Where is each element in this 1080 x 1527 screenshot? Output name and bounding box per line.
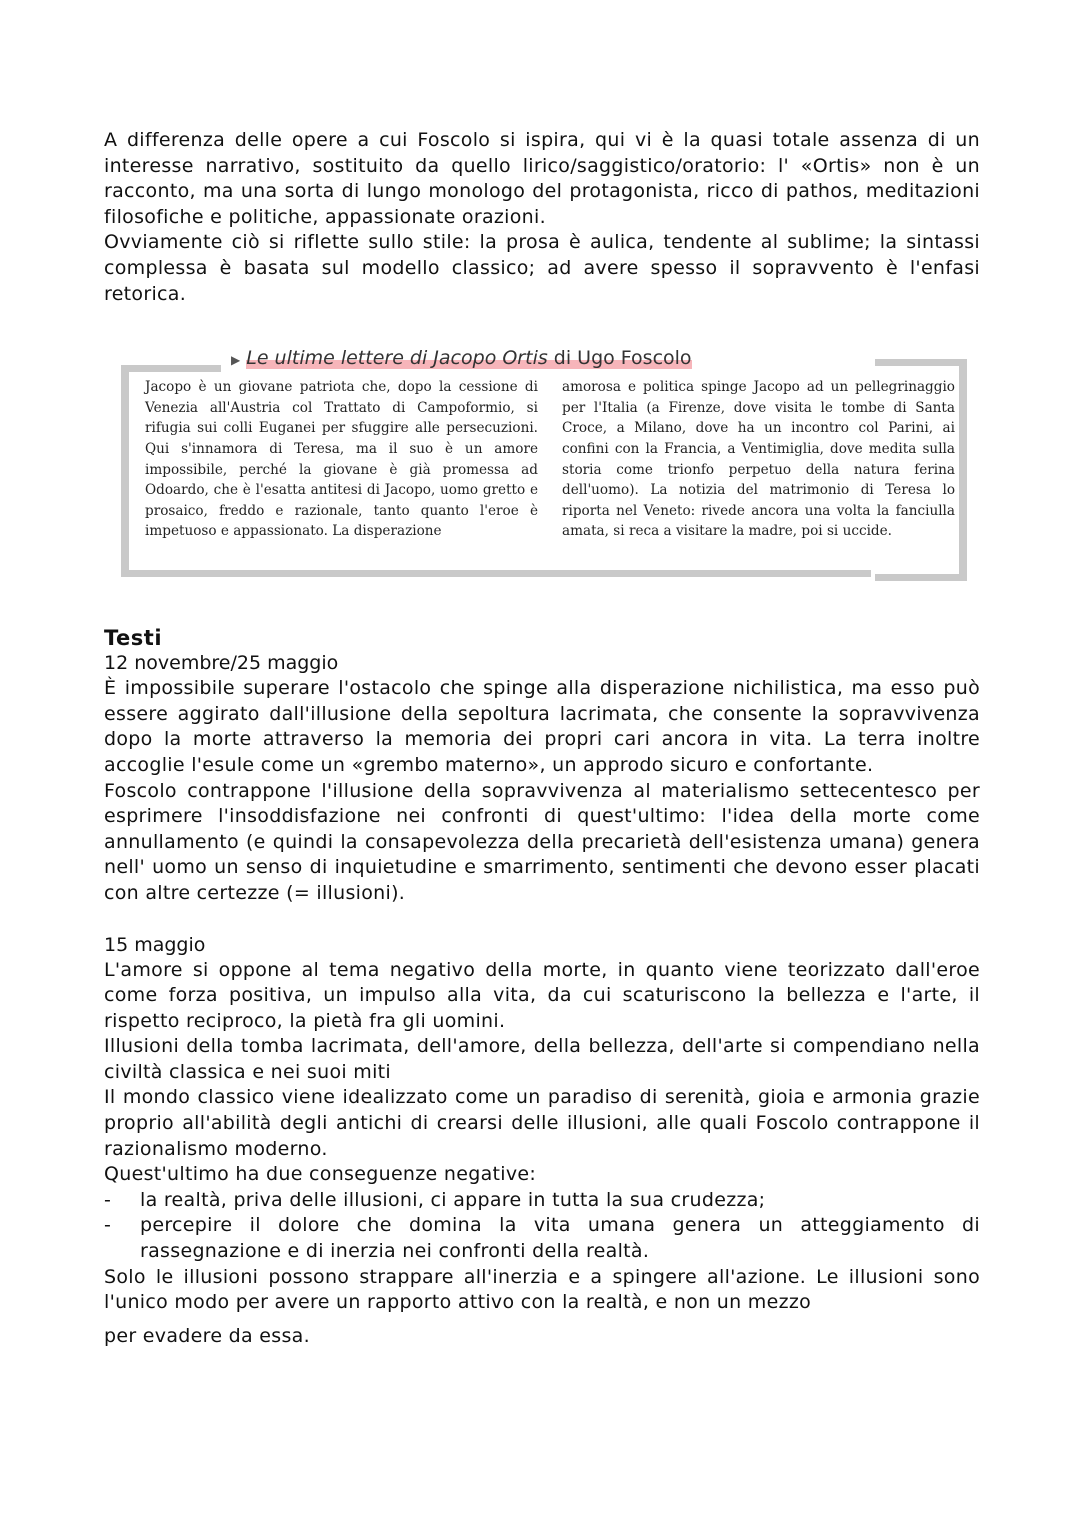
box-body (145, 377, 955, 542)
list-item: - percepire il dolore che domina la vita umana genera un atteggiamento di rassegnazione e di inerzia nei confronti della realtà. (104, 1213, 980, 1264)
box-frame-left (121, 365, 129, 577)
box-frame-top (121, 365, 221, 372)
list-item: - la realtà, priva delle illusioni, ci appare in tutta la sua crudezza; (104, 1188, 980, 1214)
section-heading-testi: Testi (104, 626, 163, 651)
box-frame-top-right (875, 359, 967, 366)
intro-paragraph-1: A differenza delle opere a cui Foscolo si ispira, qui vi è la quasi totale assenza di un interesse narrativo, sostituito da quello lirico/saggistico/oratorio: l' «Ortis» non è un racconto, ma una sorta di lungo monologo del protagonista, ricco di pathos, meditazioni filosofiche e politiche, appassionate orazioni. (104, 129, 980, 228)
box-frame-right (959, 359, 967, 581)
date-heading-1: 12 novembre/25 maggio (104, 652, 339, 675)
box-frame-bottom-right (875, 574, 967, 581)
testi-paragraph-1: È impossibile superare l'ostacolo che spinge alla disperazione nichilistica, ma esso può essere aggirato dall'illusione della sepoltura lacrimata, che consente la sopravvivenza dopo la morte attraverso la memoria dei propri cari ancora in vita. La terra inoltre accoglie l'esule come un «grembo materno», un approdo sicuro e confortante. (104, 677, 980, 776)
box-column-left: Jacopo è un giovane patriota che, dopo la cessione di Venezia all'Austria col Trattato di Campoformio, si rifugia sui colli Euganei per sfuggire alle persecuzioni. Qui s'innamora di Teresa, ma il suo è un amore impossibile, perché la giovane è già promessa ad Odoardo, che è l'esatta antitesi di Jacopo, uomo gretto e prosaico, freddo e razionale, tanto quanto l'eroe è impetuoso e appassionato. La disperazione (145, 379, 538, 540)
intro-paragraph-2: Ovviamente ciò si riflette sullo stile: la prosa è aulica, tendente al sublime; la sintassi complessa è basata sul modello classico; ad avere spesso il sopravvento è l'enfasi retorica. (104, 231, 980, 305)
testi-paragraph-6: Quest'ultimo ha due conseguenze negative: (104, 1163, 537, 1186)
spacer (104, 907, 980, 933)
testi-paragraph-8: per evadere da essa. (104, 1324, 310, 1347)
box-title-rest: di Ugo Foscolo (547, 347, 692, 370)
document-page (104, 128, 980, 1349)
testi-paragraph-5: Il mondo classico viene idealizzato come un paradiso di serenità, gioia e armonia grazie proprio all'abilità degli antichi di crearsi delle illusioni, alle quali Foscolo contrappone il razionalismo moderno. (104, 1086, 980, 1160)
summary-box (121, 347, 967, 585)
testi-paragraph-2: Foscolo contrappone l'illusione della sopravvivenza al materialismo settecentesco per esprimere l'insoddisfazione nei confronti di quest'ultimo: l'idea della morte come annullamento (e quindi la consapevolezza della precarietà dell'esistenza umana) genera nell' uomo un senso di inquietudine e smarrimento, sentimenti che devono esser placati con altre certezze (= illusioni). (104, 779, 980, 904)
testi-paragraph-3: L'amore si oppone al tema negativo della morte, in quanto viene teorizzato dall'eroe come forza positiva, un impulso alla vita, da cui scaturiscono la bellezza e l'arte, il rispetto reciproco, la pietà fra gli uomini. (104, 958, 980, 1032)
box-column-right: amorosa e politica spinge Jacopo ad un pellegrinaggio per l'Italia (a Firenze, dove visita le tombe di Santa Croce, a Milano, dove ha un incontro col Parini, ai confini con la Francia, a Ventimiglia, dove medita sulla storia come trionfo perpetuo della natura ferina dell'uomo). La notizia del matrimonio di Teresa lo riporta nel Veneto: rivede ancora una volta la fanciulla amata, si reca a visitare la madre, poi si uccide. (562, 379, 955, 540)
triangle-bullet-icon: ▶ (231, 353, 241, 368)
consequences-list (104, 1188, 980, 1265)
box-frame-bottom (121, 570, 871, 577)
testi-paragraph-7: Solo le illusioni possono strappare all'inerzia e a spingere all'azione. Le illusioni sono l'unico modo per avere un rapporto attivo con la realtà, e non un mezzo (104, 1265, 980, 1314)
box-title-italic: Le ultime lettere di Jacopo Ortis (246, 347, 548, 370)
date-heading-2: 15 maggio (104, 933, 206, 956)
box-title (231, 347, 692, 377)
testi-paragraph-4: Illusioni della tomba lacrimata, dell'amore, della bellezza, dell'arte si compendiano nella civiltà classica e nei suoi miti (104, 1035, 980, 1083)
